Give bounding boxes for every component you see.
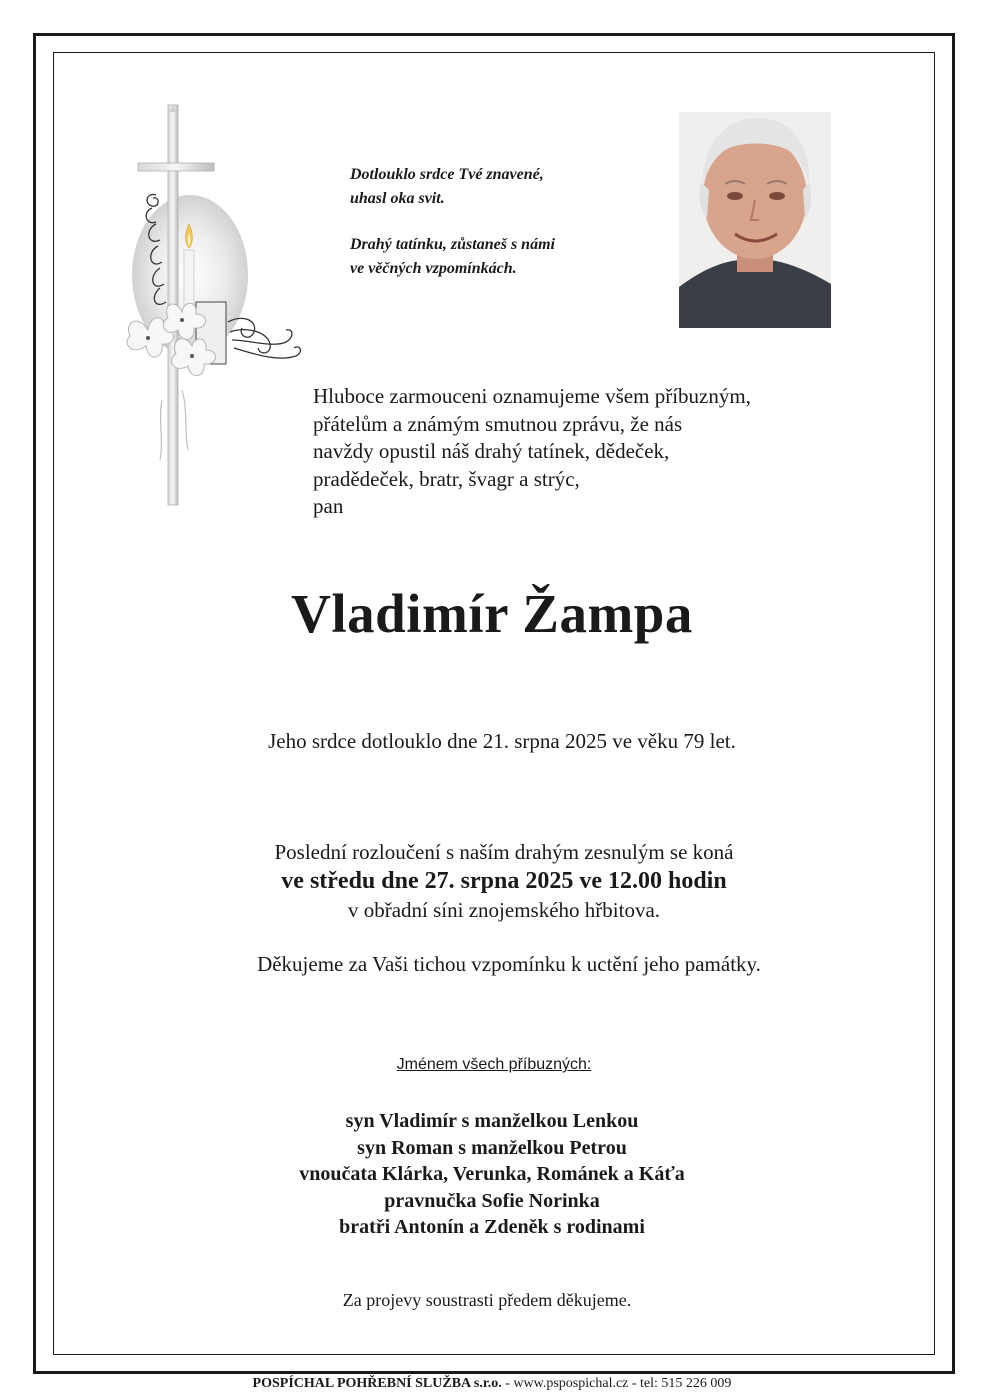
farewell-datetime: ve středu dne 27. srpna 2025 ve 12.00 hodin xyxy=(281,868,727,894)
announcement-line: pradědeček, bratr, švagr a strýc, xyxy=(313,466,580,491)
death-notice: Jeho srdce dotlouklo dne 21. srpna 2025 ve věku 79 let. xyxy=(268,729,736,753)
portrait-photo xyxy=(679,112,831,328)
relatives-list xyxy=(0,1108,984,1241)
relative-line: syn Roman s manželkou Petrou xyxy=(357,1136,627,1159)
relatives-heading-text: Jménem všech příbuzných: xyxy=(396,1056,592,1073)
announcement-line: Hluboce zarmouceni oznamujeme všem příbuzným, xyxy=(313,384,751,408)
relative-line: vnoučata Klárka, Verunka, Románek a Káťa xyxy=(299,1163,685,1185)
footer-company: POSPÍCHAL POHŘEBNÍ SLUŽBA s.r.o. xyxy=(252,1376,502,1391)
farewell-info xyxy=(0,838,984,924)
verse-line: Dotlouklo srdce Tvé znavené, xyxy=(350,166,544,183)
verse-line: ve věčných vzpomínkách. xyxy=(350,260,517,277)
footer xyxy=(0,1376,984,1392)
announcement-line: navždy opustil náš drahý tatínek, dědeček, xyxy=(313,439,670,463)
announcement-line: pan xyxy=(313,494,344,518)
farewell-intro: Poslední rozloučení s naším drahým zesnulým se koná xyxy=(274,840,734,864)
relatives-heading xyxy=(0,1056,984,1074)
farewell-place: v obřadní síni znojemského hřbitova. xyxy=(347,898,661,922)
verse-line: Drahý tatínku, zůstaneš s námi xyxy=(350,236,555,253)
relative-line: pravnučka Sofie Norinka xyxy=(384,1189,600,1212)
footer-contact: - www.pspospichal.cz - tel: 515 226 009 xyxy=(501,1376,732,1391)
verse-line: uhasl oka svit. xyxy=(350,190,445,207)
relative-line: bratři Antonín a Zdeněk s rodinami xyxy=(339,1216,645,1238)
closing-text: Za projevy soustrasti předem děkujeme. xyxy=(342,1290,632,1310)
announcement xyxy=(313,383,853,521)
deceased-name: Vladimír Žampa xyxy=(291,583,693,644)
relative-line: syn Vladimír s manželkou Lenkou xyxy=(345,1110,639,1132)
cross-candle-lilies-icon xyxy=(118,100,308,510)
thanks-text: Děkujeme za Vaši tichou vzpomínku k uctění jeho památky. xyxy=(257,952,761,976)
verse xyxy=(350,163,650,281)
announcement-line: přátelům a známým smutnou zprávu, že nás xyxy=(313,411,683,436)
